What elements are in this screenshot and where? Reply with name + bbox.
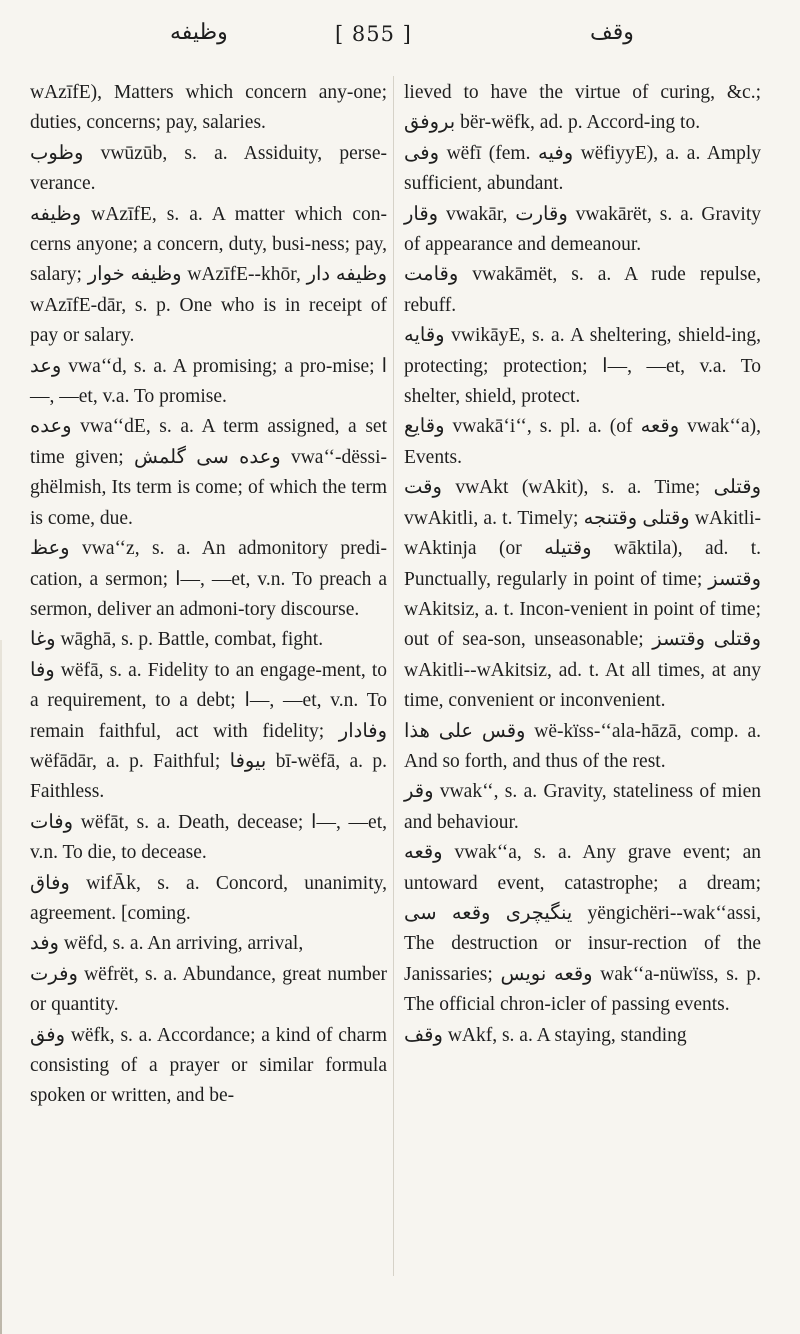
left-running-headword: وظیفه	[170, 20, 228, 45]
dictionary-entry: وعد vwa‘‘d, s. a. A promising; a pro-mise; ا—, —et, v.a. To promise.	[30, 355, 387, 408]
dictionary-entry: وقایع vwakā‘i‘‘, s. pl. a. (of وقعه vwak‘‘a), Events.	[404, 416, 761, 468]
dictionary-entry: وقس علی هذا wë-kïss-‘‘ala-hāzā, comp. a. And so forth, and thus of the rest.	[404, 720, 761, 772]
dictionary-entry: وفی wëfī (fem. وفیه wëfiyyE), a. a. Amply sufficient, abundant.	[404, 142, 761, 195]
dictionary-entry: وفاق wifĀk, s. a. Concord, unanimity, agreement. [coming.	[30, 872, 387, 924]
left-column	[30, 78, 387, 1112]
dictionary-entry: وظیفه wAzīfE, s. a. A matter which con-cerns anyone; a concern, duty, busi-ness; pay, salary; وظیفه خوار wAzīfE--khōr, وظیفه دار wAzīfE-dār, s. p. One who is in receipt of pay or salary.	[30, 203, 387, 347]
dictionary-entry: وقت vwAkt (wAkit), s. a. Time; وقتلی vwAkitli, a. t. Timely; وقتلی وقتنجه wAkitli-wAktinja (or وقتیله wāktila), ad. t. Punctually, regularly in point of time; وقتسز wAkitsiz, a. t. Incon-venient in point of time; out of sea-son, unseasonable; وقتلی وقتسز wAkitli--wAkitsiz, ad. t. At all times, at any time, convenient or inconvenient.	[404, 477, 762, 712]
dictionary-entry: وقعه vwak‘‘a, s. a. Any grave event; an untoward event, catastrophe; a dream; ینگیچری وقعه سی yëngichëri--wak‘‘assi, The destruction or insur-rection of the Janissaries; وقعه نویس wak‘‘a-nüwïss, s. p. The official chron-icler of passing events.	[404, 842, 761, 1016]
dictionary-entry: وظوب vwūzūb, s. a. Assiduity, perse-verance.	[30, 142, 387, 195]
dictionary-entry: وقر vwak‘‘, s. a. Gravity, stateliness of mien and behaviour.	[404, 781, 761, 833]
dictionary-entry: وقف wAkf, s. a. A staying, standing	[404, 1024, 687, 1046]
dictionary-entry: وعظ vwa‘‘z, s. a. An admonitory predi-cation, a sermon; ا—, —et, v.n. To preach a sermon, deliver an admoni-tory discourse.	[30, 538, 387, 620]
page-edge-shadow	[0, 640, 2, 1334]
dictionary-entry: وغا wāghā, s. p. Battle, combat, fight.	[30, 629, 324, 651]
page-number: [ 855 ]	[335, 22, 412, 46]
column-divider	[393, 76, 394, 1276]
dictionary-entry: وفد wëfd, s. a. An arriving, arrival,	[30, 933, 304, 955]
dictionary-entry: وفات wëfāt, s. a. Death, decease; ا—, —et, v.n. To die, to decease.	[30, 811, 387, 864]
right-column	[404, 78, 761, 1051]
dictionary-entry: وقایه vwikāyE, s. a. A sheltering, shield-ing, protecting; protection; ا—, —et, v.a. To shelter, shield, protect.	[404, 325, 761, 408]
dictionary-entry: وفا wëfā, s. a. Fidelity to an engage-ment, to a requirement, to a debt; ا—, —et, v.n. To remain faithful, act with fidelity; وفادار wëfādār, a. p. Faithful; بیوفا bī-wëfā, a. p. Faithless.	[30, 659, 388, 803]
dictionary-entry: wAzīfE), Matters which concern any-one; duties, concerns; pay, salaries.	[30, 82, 387, 134]
right-running-headword: وقف	[590, 20, 634, 45]
dictionary-entry: وفرت wëfrët, s. a. Abundance, great number or quantity.	[30, 963, 387, 1016]
dictionary-entry: lieved to have the virtue of curing, &c.; بروفق bër-wëfk, ad. p. Accord-ing to.	[404, 82, 761, 134]
dictionary-entry: وقار vwakār, وقارت vwakārët, s. a. Gravity of appearance and demeanour.	[404, 203, 761, 256]
dictionary-entry: وقامت vwakāmët, s. a. A rude repulse, rebuff.	[404, 264, 761, 316]
page-header	[0, 14, 800, 54]
dictionary-entry: وفق wëfk, s. a. Accordance; a kind of charm consisting of a prayer or similar formula spoken or written, and be-	[30, 1024, 387, 1107]
dictionary-entry: وعده vwa‘‘dE, s. a. A term assigned, a set time given; وعده سی گلمش vwa‘‘-dëssi-ghëlmish, Its term is come; of which the term is come, due.	[30, 416, 387, 529]
